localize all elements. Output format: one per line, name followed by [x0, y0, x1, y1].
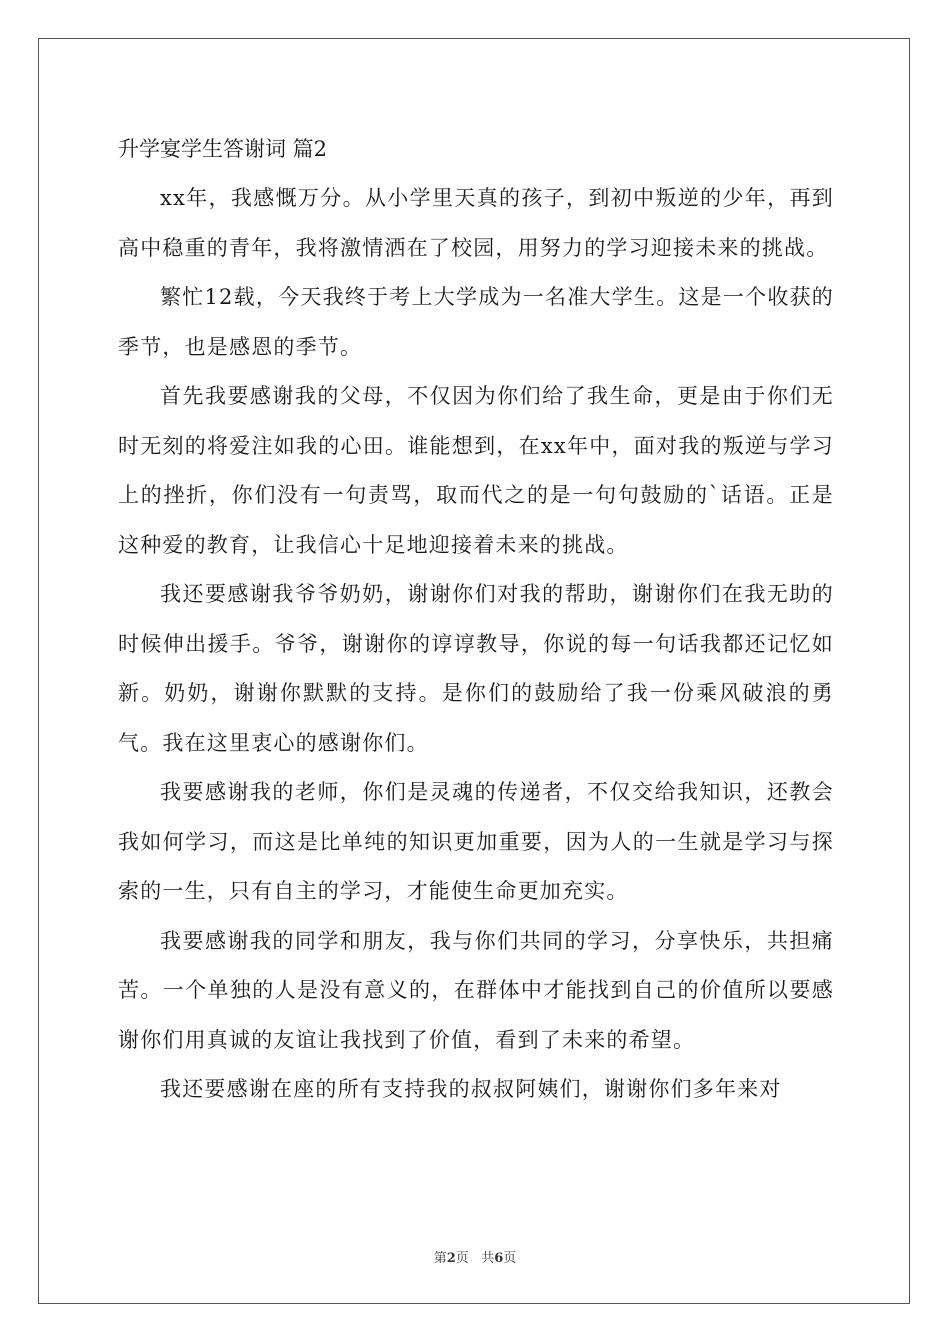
total-pages: 6 — [494, 1251, 504, 1266]
paragraph: 我要感谢我的老师，你们是灵魂的传递者，不仅交给我知识，还教会我如何学习，而这是比单纯的知识更加重要，因为人的一生就是学习与探索的一生，只有自主的学习，才能使生命更加充实。 — [118, 780, 834, 903]
page-number: 2 — [446, 1251, 456, 1266]
total-prefix: 共 — [481, 1251, 495, 1266]
paragraph: 我还要感谢在座的所有支持我的叔叔阿姨们，谢谢你们多年来对 — [160, 1077, 782, 1101]
paragraph: 我还要感谢我爷爷奶奶，谢谢你们对我的帮助，谢谢你们在我无助的时候伸出援手。爷爷，谢谢你的谆谆教导，你说的每一句话我都还记忆如新。奶奶，谢谢你默默的支持。是你们的鼓励给了我一份乘风破浪的勇气。我在这里衷心的感谢你们。 — [118, 582, 834, 755]
page-prefix: 第 — [433, 1251, 447, 1266]
page-suffix: 页 — [455, 1251, 469, 1266]
paragraph: 我要感谢我的同学和朋友，我与你们共同的学习，分享快乐，共担痛苦。一个单独的人是没有意义的，在群体中才能找到自己的价值所以要感谢你们用真诚的友谊让我找到了价值，看到了未来的希望。 — [118, 928, 834, 1052]
paragraph: 繁忙12载，今天我终于考上大学成为一名准大学生。这是一个收获的季节，也是感恩的季节。 — [118, 285, 834, 359]
total-suffix: 页 — [503, 1251, 517, 1266]
page-footer — [0, 1247, 950, 1266]
paragraph: xx年，我感慨万分。从小学里天真的孩子，到初中叛逆的少年，再到高中稳重的青年，我将激情洒在了校园，用努力的学习迎接未来的挑战。 — [118, 186, 834, 260]
paragraph: 首先我要感谢我的父母，不仅因为你们给了我生命，更是由于你们无时无刻的将爱注如我的心田。谁能想到，在xx年中，面对我的叛逆与学习上的挫折，你们没有一句责骂，取而代之的是一句句鼓励的`话语。正是这种爱的教育，让我信心十足地迎接着未来的挑战。 — [118, 384, 834, 557]
document-title: 升学宴学生答谢词 篇2 — [118, 137, 328, 161]
document-body — [118, 128, 834, 1115]
